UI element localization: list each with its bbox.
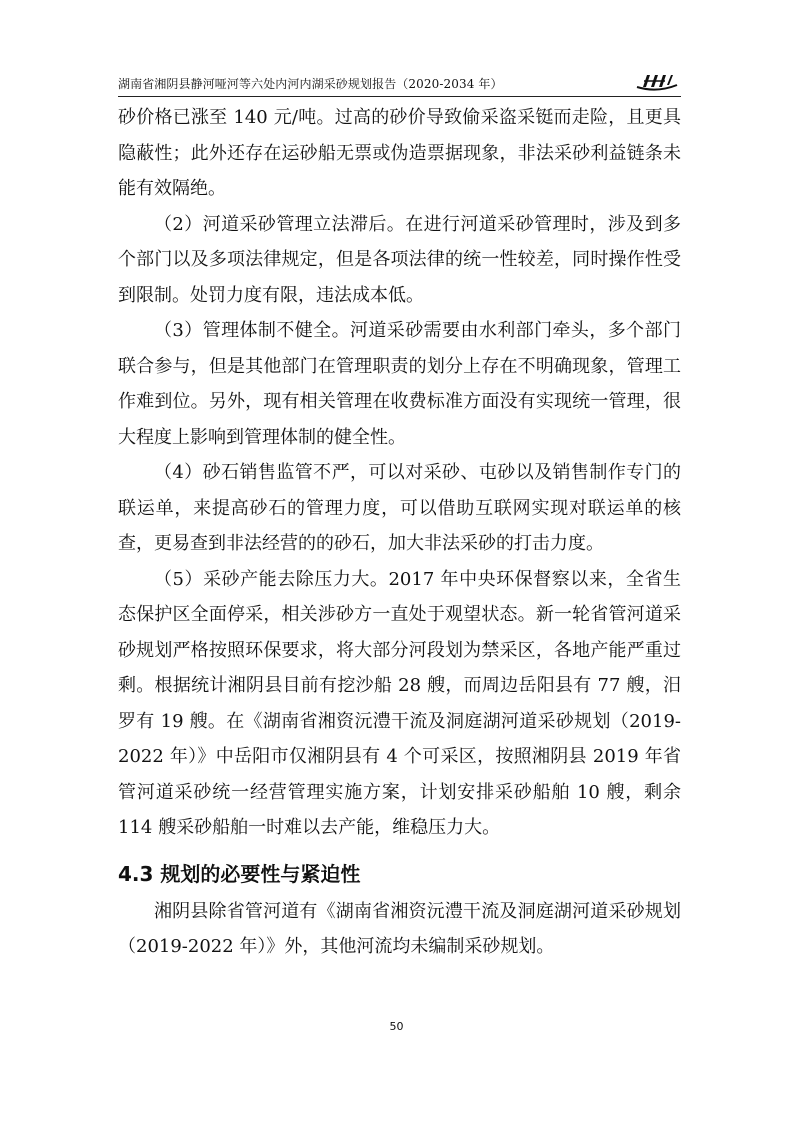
- paragraph-item-4: （4）砂石销售监管不严，可以对采砂、屯砂以及销售制作专门的联运单，来提高砂石的管理力度，可以借助互联网实现对联运单的核查，更易查到非法经营的的砂石，加大非法采砂的打击力度。: [118, 462, 681, 554]
- section-paragraph: 湘阴县除省管河道有《湖南省湘资沅澧干流及洞庭湖河道采砂规划（2019-2022 年）》外，其他河流均未编制采砂规划。: [118, 900, 681, 957]
- paragraph-item-3: （3）管理体制不健全。河道采砂需要由水利部门牵头，多个部门联合参与，但是其他部门在管理职责的划分上存在不明确现象，管理工作难到位。另外，现有相关管理在收费标准方面没有实现统一管理，很大程度上影响到管理体制的健全性。: [118, 320, 681, 448]
- section-heading: 4.3 规划的必要性与紧迫性: [118, 861, 361, 886]
- paragraph-item-2: （2）河道采砂管理立法滞后。在进行河道采砂管理时，涉及到多个部门以及多项法律规定，但是各项法律的统一性较差，同时操作性受到限制。处罚力度有限，违法成本低。: [118, 213, 681, 306]
- page-number: 50: [389, 1020, 404, 1033]
- page-body: [118, 100, 681, 965]
- page-header: [118, 72, 681, 96]
- header-title: 湖南省湘阴县静河哑河等六处内河内湖采砂规划报告（2020-2034 年）: [118, 77, 503, 91]
- paragraph-item-5: （5）采砂产能去除压力大。2017 年中央环保督察以来，全省生态保护区全面停采，相关涉砂方一直处于观望状态。新一轮省管河道采砂规划严格按照环保要求，将大部分河段划为禁采区，各地产能严重过剩。根据统计湘阴县目前有挖沙船 28 艘，而周边岳阳县有 77 艘，汨罗有 19 艘。在《湖南省湘资沅澧干流及洞庭湖河道采砂规划（2019-2022 年）》中岳阳市仅湘阴县有 4 个可采区，按照湘阴县 2019 年省管河道采砂统一经营管理实施方案，计划安排采砂船舶 10 艘，剩余 114 艘采砂船舶一时难以去产能，维稳压力大。: [118, 568, 681, 838]
- paragraph-continuation: 砂价格已涨至 140 元/吨。过高的砂价导致偷采盗采铤而走险，且更具隐蔽性；此外还存在运砂船无票或伪造票据现象，非法采砂利益链条未能有效隔绝。: [118, 107, 681, 199]
- company-logo-icon: [633, 72, 681, 92]
- header-divider: [118, 96, 681, 97]
